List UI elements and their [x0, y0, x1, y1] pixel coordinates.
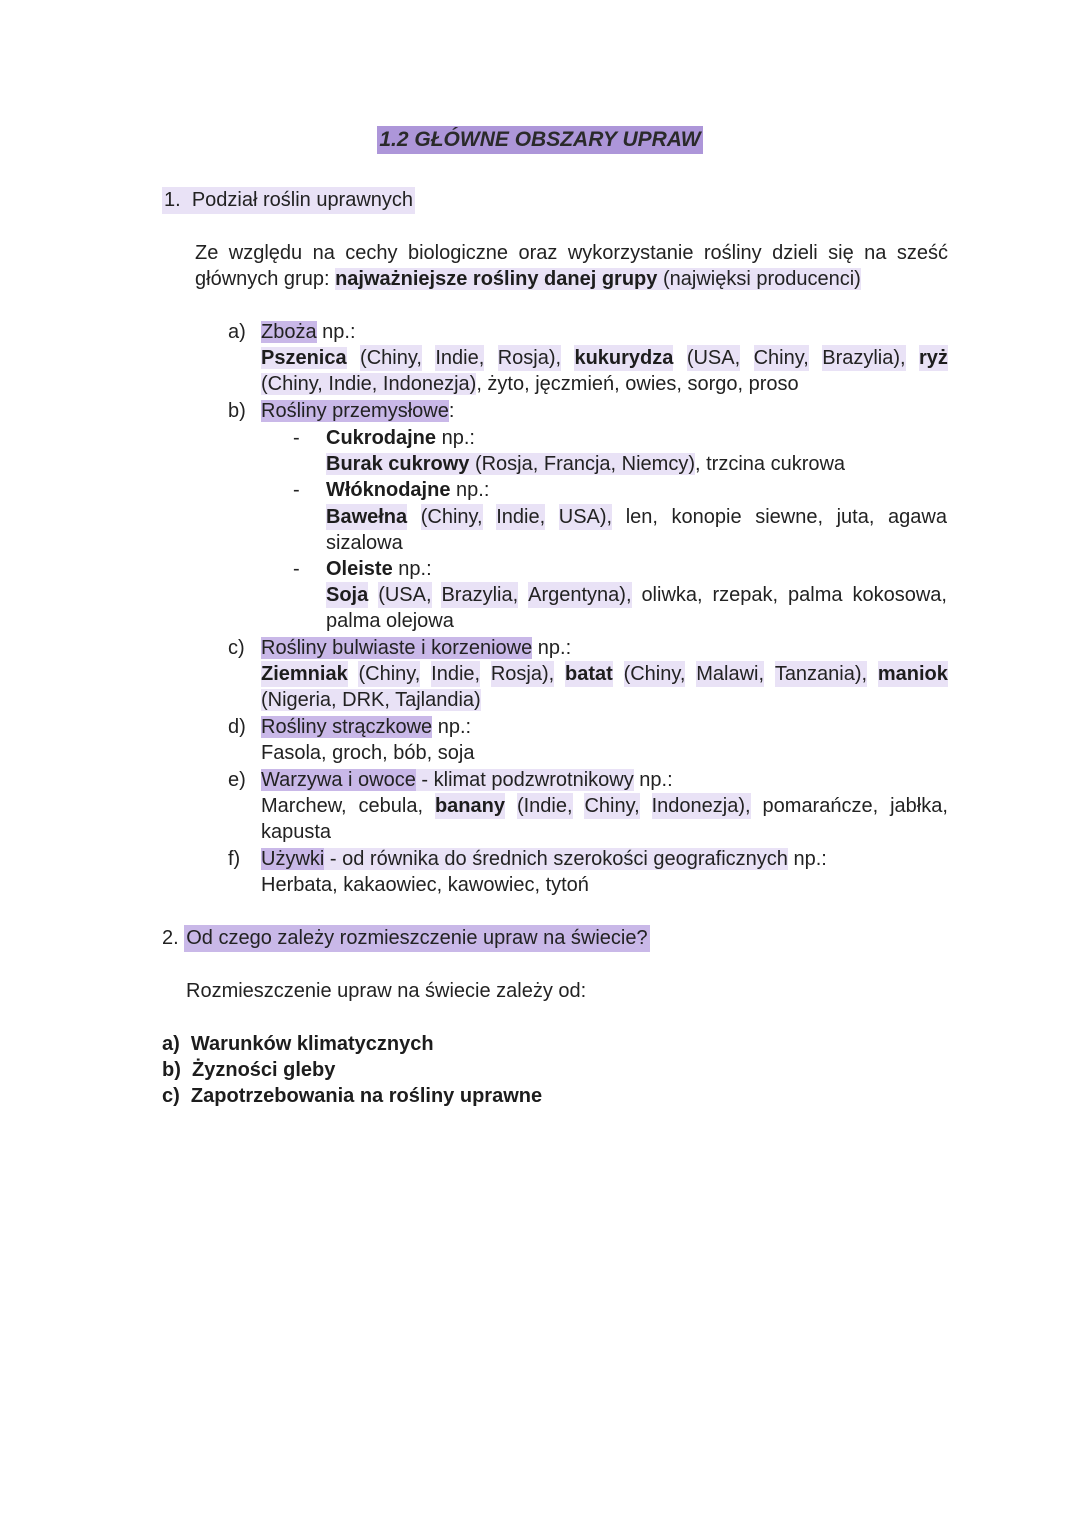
text-fragment: (Indie,: [516, 795, 573, 817]
text-fragment: USA),: [558, 506, 613, 528]
section-2-item-c: [162, 1083, 542, 1109]
text-fragment: Brazylia),: [822, 347, 906, 369]
text-fragment: a): [162, 1033, 180, 1055]
item-f-line-1: Herbata, kakaowiec, kawowiec, tytoń: [261, 874, 589, 896]
item-d-heading: [261, 714, 471, 740]
item-a-line-1: [261, 345, 948, 371]
section-1-intro-line-2: [195, 266, 861, 292]
item-a-heading: [261, 319, 356, 345]
text-fragment: (Rosja, Francja, Niemcy): [469, 453, 695, 475]
text-fragment: Zapotrzebowania na rośliny uprawne: [190, 1085, 543, 1107]
text-fragment: Indonezja),: [651, 795, 751, 817]
text-fragment: Tanzania),: [774, 663, 868, 685]
text-fragment: Chiny,: [753, 347, 809, 369]
text-fragment: biologiczne: [407, 242, 509, 264]
section-1-heading: [162, 187, 415, 213]
text-fragment: na: [312, 242, 335, 264]
text-fragment: (Chiny,: [623, 663, 686, 685]
sub-cukrodajne-dash: -: [293, 427, 300, 449]
text-fragment: rzepak,: [712, 584, 779, 606]
sub-oleiste-dash: -: [293, 558, 300, 580]
text-fragment: Ze: [195, 242, 219, 264]
text-fragment: np.:: [787, 848, 827, 870]
text-fragment: Podział roślin uprawnych: [191, 189, 414, 211]
text-fragment: rośliny: [703, 242, 762, 264]
item-f-heading: [261, 846, 827, 872]
text-fragment: wykorzystanie: [567, 242, 694, 264]
text-fragment: dzieli: [772, 242, 818, 264]
text-fragment: (USA,: [686, 347, 741, 369]
text-fragment: Rosja),: [497, 347, 562, 369]
sub-wloknodajne-line-2: sizalowa: [326, 532, 403, 554]
item-e-heading: [261, 767, 673, 793]
text-fragment: cechy: [345, 242, 398, 264]
sub-wloknodajne-dash: -: [293, 479, 300, 501]
item-b-heading: [261, 398, 454, 424]
text-fragment: (Chiny,: [358, 663, 421, 685]
text-fragment: cebula,: [358, 795, 424, 817]
text-fragment: - klimat podzwrotnikowy: [415, 769, 634, 791]
text-fragment: na: [864, 242, 887, 264]
text-fragment: , trzcina cukrowa: [695, 453, 846, 475]
item-e-line-2: kapusta: [261, 821, 332, 843]
item-d-label: d): [228, 716, 246, 738]
item-c-line-2: [261, 687, 481, 713]
text-fragment: len,: [625, 506, 658, 528]
text-fragment: np.:: [436, 427, 475, 449]
text-fragment: Pszenica: [261, 347, 347, 369]
text-fragment: agawa: [888, 506, 947, 528]
text-fragment: Burak cukrowy: [326, 453, 470, 475]
text-fragment: batat: [565, 663, 613, 685]
text-fragment: juta,: [836, 506, 875, 528]
text-fragment: , żyto, jęczmień, owies, sorgo, proso: [476, 373, 799, 395]
text-fragment: względu: [228, 242, 303, 264]
text-fragment: Od czego zależy rozmieszczenie upraw na świecie?: [184, 925, 649, 952]
item-b-label: b): [228, 400, 246, 422]
item-c-label: c): [228, 637, 245, 659]
text-fragment: jabłka,: [890, 795, 948, 817]
item-a-label: a): [228, 321, 246, 343]
item-e-line-1: [261, 793, 948, 819]
text-fragment: Indie,: [496, 506, 546, 528]
section-2-item-b: [162, 1057, 335, 1083]
text-fragment: 2.: [162, 927, 179, 949]
text-fragment: kokosowa,: [852, 584, 947, 606]
section-1-intro-line-1: [195, 240, 948, 266]
text-fragment: Używki: [261, 848, 325, 870]
text-fragment: Rośliny strączkowe: [261, 716, 433, 738]
text-fragment: konopie: [671, 506, 742, 528]
text-fragment: (Chiny,: [360, 347, 422, 369]
text-fragment: Rośliny przemysłowe: [261, 400, 449, 422]
item-a-line-2: [261, 371, 799, 397]
text-fragment: pomarańcze,: [762, 795, 879, 817]
text-fragment: siewne,: [755, 506, 823, 528]
text-fragment: Chiny,: [584, 795, 640, 817]
item-f-label: f): [228, 848, 241, 870]
text-fragment: np.:: [392, 558, 432, 580]
text-fragment: (Chiny, Indie, Indonezja): [261, 373, 477, 395]
text-fragment: się: [828, 242, 854, 264]
sub-wloknodajne-line-1: [326, 504, 947, 530]
text-fragment: Ziemniak: [261, 663, 348, 685]
text-fragment: palma: [788, 584, 843, 606]
text-fragment: Bawełna: [326, 506, 408, 528]
text-fragment: np.:: [432, 716, 472, 738]
section-2-intro: Rozmieszczenie upraw na świecie zależy od:: [186, 980, 587, 1002]
text-fragment: np.:: [450, 479, 490, 501]
text-fragment: :: [448, 400, 455, 422]
text-fragment: oliwka,: [641, 584, 703, 606]
item-c-line-1: [261, 661, 948, 687]
text-fragment: Soja: [326, 584, 369, 606]
text-fragment: np.:: [316, 321, 356, 343]
text-fragment: oraz: [518, 242, 558, 264]
sub-oleiste-line-2: palma olejowa: [326, 610, 454, 632]
sub-wloknodajne-heading: [326, 477, 489, 503]
text-fragment: (najwięksi producenci): [657, 268, 861, 290]
sub-cukrodajne-heading: [326, 425, 475, 451]
text-fragment: Indie,: [431, 663, 481, 685]
text-fragment: c): [162, 1085, 180, 1107]
text-fragment: maniok: [877, 663, 948, 685]
item-c-heading: [261, 635, 571, 661]
text-fragment: b): [162, 1059, 181, 1081]
sub-cukrodajne-line: [326, 451, 845, 477]
text-fragment: np.:: [532, 637, 572, 659]
text-fragment: (Chiny,: [420, 506, 483, 528]
section-2-heading: [162, 925, 650, 951]
section-2-item-a: [162, 1031, 434, 1057]
text-fragment: głównych grup:: [195, 268, 336, 290]
text-fragment: Malawi,: [696, 663, 765, 685]
item-d-line-1: Fasola, groch, bób, soja: [261, 742, 475, 764]
text-fragment: 1.2 GŁÓWNE OBSZARY UPRAW: [377, 126, 702, 154]
text-fragment: Warunków klimatycznych: [190, 1033, 434, 1055]
text-fragment: Marchew,: [261, 795, 347, 817]
text-fragment: ryż: [919, 347, 948, 369]
text-fragment: (USA,: [378, 584, 432, 606]
text-fragment: Oleiste: [326, 558, 393, 580]
text-fragment: sześć: [896, 242, 948, 264]
text-fragment: Warzywa i owoce: [261, 769, 416, 791]
item-e-label: e): [228, 769, 246, 791]
text-fragment: np.:: [633, 769, 673, 791]
text-fragment: 1.: [164, 189, 181, 211]
sub-oleiste-heading: [326, 556, 432, 582]
text-fragment: (Nigeria, DRK, Tajlandia): [261, 689, 481, 711]
text-fragment: Rosja),: [490, 663, 555, 685]
text-fragment: kukurydza: [574, 347, 674, 369]
page-title: [0, 128, 1080, 152]
text-fragment: Indie,: [435, 347, 485, 369]
text-fragment: najważniejsze rośliny danej grupy: [335, 268, 658, 290]
text-fragment: Rośliny bulwiaste i korzeniowe: [261, 637, 533, 659]
text-fragment: Żyzności gleby: [192, 1059, 336, 1081]
text-fragment: Argentyna),: [528, 584, 632, 606]
sub-oleiste-line-1: [326, 582, 947, 608]
text-fragment: Brazylia,: [441, 584, 519, 606]
text-fragment: Cukrodajne: [326, 427, 437, 449]
text-fragment: banany: [434, 795, 505, 817]
text-fragment: Zboża: [261, 321, 317, 343]
text-fragment: - od równika do średnich szerokości geograficznych: [324, 848, 788, 870]
text-fragment: Włóknodajne: [326, 479, 451, 501]
